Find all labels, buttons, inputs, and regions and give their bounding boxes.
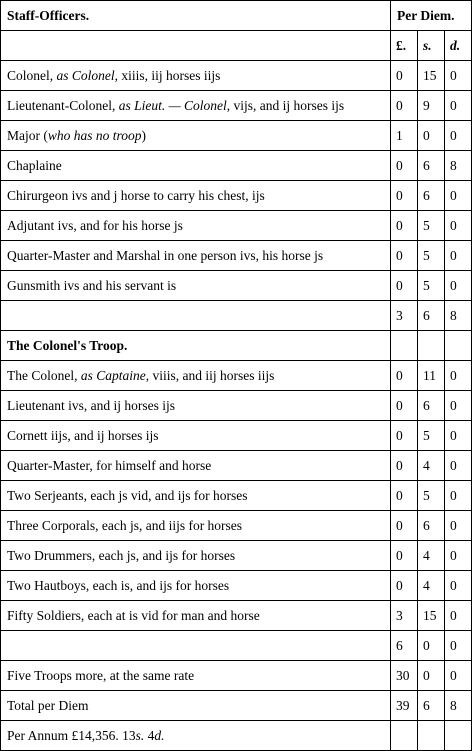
pence-cell: 0 [445, 421, 472, 451]
troop-subtotal-row [1, 631, 472, 661]
pounds-cell: 0 [391, 241, 418, 271]
shillings-cell: 5 [418, 211, 445, 241]
pence-cell: 0 [445, 601, 472, 631]
italic-phrase: as Lieut. — Colonel [118, 97, 227, 113]
shillings-cell: 15 [418, 601, 445, 631]
pence-column-header: d. [445, 31, 472, 61]
blank-cell [391, 721, 418, 751]
shillings-cell: 5 [418, 271, 445, 301]
shillings-cell: 6 [418, 301, 445, 331]
pounds-cell: 0 [391, 511, 418, 541]
pence-cell: 0 [445, 241, 472, 271]
item-description: Fifty Soldiers, each at is vid for man and horse [1, 601, 391, 631]
troop-row [1, 451, 472, 481]
troop-title: The Colonel's Troop. [1, 331, 391, 361]
shillings-cell: 4 [418, 451, 445, 481]
pounds-cell: 3 [391, 301, 418, 331]
pence-cell: 0 [445, 451, 472, 481]
total-per-diem-row [1, 691, 472, 721]
shillings-column-header: s. [418, 31, 445, 61]
pence-cell: 0 [445, 481, 472, 511]
pounds-cell: 0 [391, 91, 418, 121]
pence-unit: d. [154, 727, 165, 743]
blank-cell [391, 331, 418, 361]
pence-cell: 8 [445, 151, 472, 181]
troop-row [1, 391, 472, 421]
item-description: The Colonel, as Captaine, viiis, and iij horses iijs [1, 361, 391, 391]
shillings-cell: 4 [418, 571, 445, 601]
pence-cell: 0 [445, 181, 472, 211]
shillings-cell: 5 [418, 421, 445, 451]
pounds-cell: 0 [391, 391, 418, 421]
staff-row [1, 151, 472, 181]
item-description: Major (who has no troop) [1, 121, 391, 151]
shillings-cell: 6 [418, 391, 445, 421]
pence-cell: 0 [445, 361, 472, 391]
shillings-cell: 6 [418, 151, 445, 181]
section-title: Staff-Officers. [1, 1, 391, 31]
troop-row [1, 511, 472, 541]
five-troops-row [1, 661, 472, 691]
blank-cell [418, 331, 445, 361]
item-description: Total per Diem [1, 691, 391, 721]
pounds-cell: 30 [391, 661, 418, 691]
italic-phrase: who has no troop [47, 127, 142, 143]
staff-row [1, 91, 472, 121]
staff-row [1, 241, 472, 271]
shillings-cell: 6 [418, 691, 445, 721]
troop-row [1, 541, 472, 571]
italic-phrase: as Colonel [56, 67, 115, 83]
item-description: Chirurgeon ivs and j horse to carry his chest, ijs [1, 181, 391, 211]
blank-cell [445, 331, 472, 361]
item-description: Two Hautboys, each is, and ijs for horses [1, 571, 391, 601]
item-description: Quarter-Master, for himself and horse [1, 451, 391, 481]
item-description: Two Serjeants, each js vid, and ijs for horses [1, 481, 391, 511]
shillings-cell: 9 [418, 91, 445, 121]
shillings-cell: 5 [418, 481, 445, 511]
blank-cell [418, 721, 445, 751]
italic-phrase: as Captaine [80, 367, 146, 383]
shillings-cell: 6 [418, 511, 445, 541]
pounds-cell: 0 [391, 421, 418, 451]
pence-cell: 0 [445, 271, 472, 301]
pence-cell: 0 [445, 541, 472, 571]
pounds-cell: 39 [391, 691, 418, 721]
shillings-cell: 15 [418, 61, 445, 91]
staff-row [1, 271, 472, 301]
pounds-cell: 0 [391, 271, 418, 301]
pounds-cell: 0 [391, 571, 418, 601]
item-description: Quarter-Master and Marshal in one person ivs, his horse js [1, 241, 391, 271]
pence-cell: 0 [445, 391, 472, 421]
item-description: Three Corporals, each js, and iijs for horses [1, 511, 391, 541]
shillings-cell: 4 [418, 541, 445, 571]
shillings-cell: 6 [418, 181, 445, 211]
pence-cell: 0 [445, 571, 472, 601]
pence-cell: 0 [445, 61, 472, 91]
troop-header-row [1, 331, 472, 361]
troop-row [1, 601, 472, 631]
shillings-unit: s. [135, 727, 145, 743]
pounds-cell: 0 [391, 481, 418, 511]
blank-cell [1, 631, 391, 661]
troop-row [1, 361, 472, 391]
item-description: Adjutant ivs, and for his horse js [1, 211, 391, 241]
pounds-cell: 1 [391, 121, 418, 151]
staff-row [1, 181, 472, 211]
pence-cell: 8 [445, 691, 472, 721]
troop-row [1, 481, 472, 511]
pence-cell: 8 [445, 301, 472, 331]
pence-cell: 0 [445, 661, 472, 691]
item-description: Cornett iijs, and ij horses ijs [1, 421, 391, 451]
units-header-row [1, 31, 472, 61]
item-description: Gunsmith ivs and his servant is [1, 271, 391, 301]
troop-row [1, 571, 472, 601]
pounds-cell: 0 [391, 151, 418, 181]
shillings-cell: 11 [418, 361, 445, 391]
staff-row [1, 211, 472, 241]
blank-cell [445, 721, 472, 751]
pounds-cell: 0 [391, 541, 418, 571]
pounds-cell: 0 [391, 361, 418, 391]
shillings-cell: 0 [418, 631, 445, 661]
shillings-cell: 5 [418, 241, 445, 271]
item-description: Chaplaine [1, 151, 391, 181]
pence-cell: 0 [445, 511, 472, 541]
pounds-cell: 3 [391, 601, 418, 631]
shillings-cell: 0 [418, 121, 445, 151]
pence-cell: 0 [445, 631, 472, 661]
per-annum-row [1, 721, 472, 751]
item-description: Five Troops more, at the same rate [1, 661, 391, 691]
section-header-row [1, 1, 472, 31]
pounds-cell: 0 [391, 181, 418, 211]
shillings-cell: 0 [418, 661, 445, 691]
item-description: Lieutenant-Colonel, as Lieut. — Colonel, vijs, and ij horses ijs [1, 91, 391, 121]
blank-cell [1, 31, 391, 61]
blank-cell [1, 301, 391, 331]
staff-subtotal-row [1, 301, 472, 331]
item-description: Lieutenant ivs, and ij horses ijs [1, 391, 391, 421]
pounds-cell: 0 [391, 211, 418, 241]
pay-table-body [1, 1, 472, 751]
pounds-cell: 0 [391, 451, 418, 481]
staff-row [1, 121, 472, 151]
pounds-cell: 0 [391, 61, 418, 91]
pounds-cell: 6 [391, 631, 418, 661]
pence-cell: 0 [445, 211, 472, 241]
item-description: Colonel, as Colonel, xiiis, iij horses iijs [1, 61, 391, 91]
per-annum-text: Per Annum £14,356. 13s. 4d. [1, 721, 391, 751]
item-description: Two Drummers, each js, and ijs for horses [1, 541, 391, 571]
pence-cell: 0 [445, 121, 472, 151]
troop-row [1, 421, 472, 451]
per-diem-header: Per Diem. [391, 1, 472, 31]
staff-row [1, 61, 472, 91]
pounds-column-header: £. [391, 31, 418, 61]
pence-cell: 0 [445, 91, 472, 121]
